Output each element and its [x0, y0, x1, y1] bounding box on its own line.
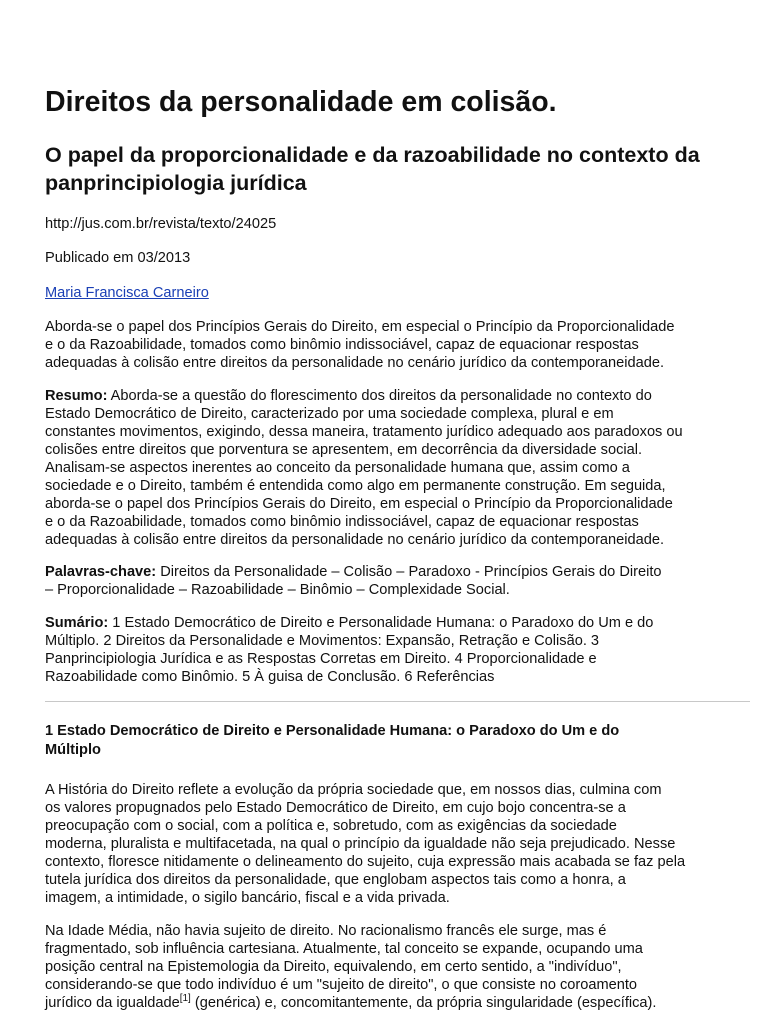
sumario-text: 1 Estado Democrático de Direito e Personalidade Humana: o Paradoxo do Um e do: [108, 615, 654, 631]
author-link[interactable]: Maria Francisca Carneiro: [45, 285, 209, 301]
keywords-paragraph: [45, 563, 735, 599]
article-title: Direitos da personalidade em colisão.: [45, 86, 557, 118]
resumo-label: Resumo:: [45, 388, 108, 404]
keywords-label: Palavras-chave:: [45, 564, 157, 580]
body-line-with-footnote: [45, 994, 735, 1012]
sumario-paragraph: [45, 614, 735, 686]
sumario-line: Panprincipiologia Jurídica e as Respostas Corretas em Direito. 4 Proporcionalidade e: [45, 651, 597, 667]
body-line: os valores propugnados pelo Estado Democrático de Direito, em cujo bojo concentra-se a: [45, 800, 626, 816]
body-line: tutela jurídica dos direitos da personalidade, que englobam aspectos tais como a honra, a: [45, 872, 626, 888]
resumo-first-line: [45, 387, 735, 405]
abstract-paragraph: [45, 318, 735, 372]
section-1-paragraph-2: [45, 922, 735, 1012]
resumo-line: Estado Democrático de Direito, caracterizado por uma sociedade complexa, plural e em: [45, 406, 614, 422]
abstract-line: Aborda-se o papel dos Princípios Gerais do Direito, em especial o Princípio da Proporcionalidade: [45, 319, 675, 335]
author-container: [45, 284, 735, 302]
section-1-heading: [45, 722, 619, 760]
section-1-paragraph-1: [45, 781, 735, 907]
resumo-text: Aborda-se a questão do florescimento dos direitos da personalidade no contexto do: [107, 388, 652, 404]
body-text: (genérica) e, concomitantemente, da própria singularidade (específica).: [190, 995, 657, 1011]
section-heading-line: Múltiplo: [45, 742, 101, 758]
resumo-line: adequadas à colisão entre direitos da personalidade no cenário jurídico da contemporaneidade.: [45, 532, 665, 548]
resumo-line: Analisam-se aspectos inerentes ao conceito da personalidade humana que, assim como a: [45, 460, 630, 476]
body-line: A História do Direito reflete a evolução da própria sociedade que, em nossos dias, culmina com: [45, 782, 662, 798]
section-heading-line: 1 Estado Democrático de Direito e Personalidade Humana: o Paradoxo do Um e do: [45, 723, 620, 739]
footnote-link[interactable]: [1]: [179, 993, 191, 1005]
abstract-line: e o da Razoabilidade, tomados como binômio indissociável, capaz de equacionar respostas: [45, 337, 639, 353]
sumario-line: Razoabilidade como Binômio. 5 À guisa de Conclusão. 6 Referências: [45, 669, 495, 685]
article-subtitle: O papel da proporcionalidade e da razoabilidade no contexto da panprincipiologia jurídica: [45, 143, 700, 195]
resumo-line: sociedade e o Direito, também é entendida como algo em permanente construção. Em seguida,: [45, 478, 666, 494]
sumario-label: Sumário:: [45, 615, 109, 631]
keywords-first-line: [45, 563, 735, 581]
sumario-line: Múltiplo. 2 Direitos da Personalidade e Movimentos: Expansão, Retração e Colisão. 3: [45, 633, 600, 649]
resumo-line: aborda-se o papel dos Princípios Gerais do Direito, em especial o Princípio da Proporcionalidade: [45, 496, 673, 512]
resumo-line: e o da Razoabilidade, tomados como binômio indissociável, capaz de equacionar respostas: [45, 514, 639, 530]
body-line: moderna, pluralista e multifacetada, na qual o princípio da igualdade não seja prejudicado. Nesse: [45, 836, 676, 852]
sumario-first-line: [45, 614, 735, 632]
body-line: contexto, floresce nitidamente o delineamento do sujeito, cuja expressão mais acabada se faz pela: [45, 854, 686, 870]
resumo-paragraph: [45, 387, 735, 549]
body-line: considerando-se que todo indivíduo é um "sujeito de direito", o que consiste no coroamento: [45, 977, 638, 993]
resumo-line: colisões entre direitos que porventura se apresentem, em decorrência da diversidade social.: [45, 442, 643, 458]
keywords-line: – Proporcionalidade – Razoabilidade – Binômio – Complexidade Social.: [45, 582, 510, 598]
body-line: preocupação com o social, com a política e, sobretudo, com as exigências da sociedade: [45, 818, 617, 834]
body-line: Na Idade Média, não havia sujeito de direito. No racionalismo francês ele surge, mas é: [45, 923, 607, 939]
publish-date: Publicado em 03/2013: [45, 250, 191, 266]
body-line: posição central na Epistemologia da Direito, equivalendo, em certo sentido, a "indivíduo",: [45, 959, 622, 975]
body-text: jurídico da igualdade: [45, 995, 180, 1011]
abstract-line: adequadas à colisão entre direitos da personalidade no cenário jurídico da contemporaneidade.: [45, 355, 665, 371]
body-line: fragmentado, sob influência cartesiana. Atualmente, tal conceito se expande, ocupando uma: [45, 941, 643, 957]
section-divider: [45, 701, 750, 702]
source-url: http://jus.com.br/revista/texto/24025: [45, 216, 277, 232]
resumo-line: constantes movimentos, exigindo, dessa maneira, tratamento jurídico adequado aos paradoxos ou: [45, 424, 683, 440]
keywords-text: Direitos da Personalidade – Colisão – Paradoxo - Princípios Gerais do Direito: [156, 564, 662, 580]
body-line: imagem, a intimidade, o sigilo bancário, fiscal e a vida privada.: [45, 890, 450, 906]
